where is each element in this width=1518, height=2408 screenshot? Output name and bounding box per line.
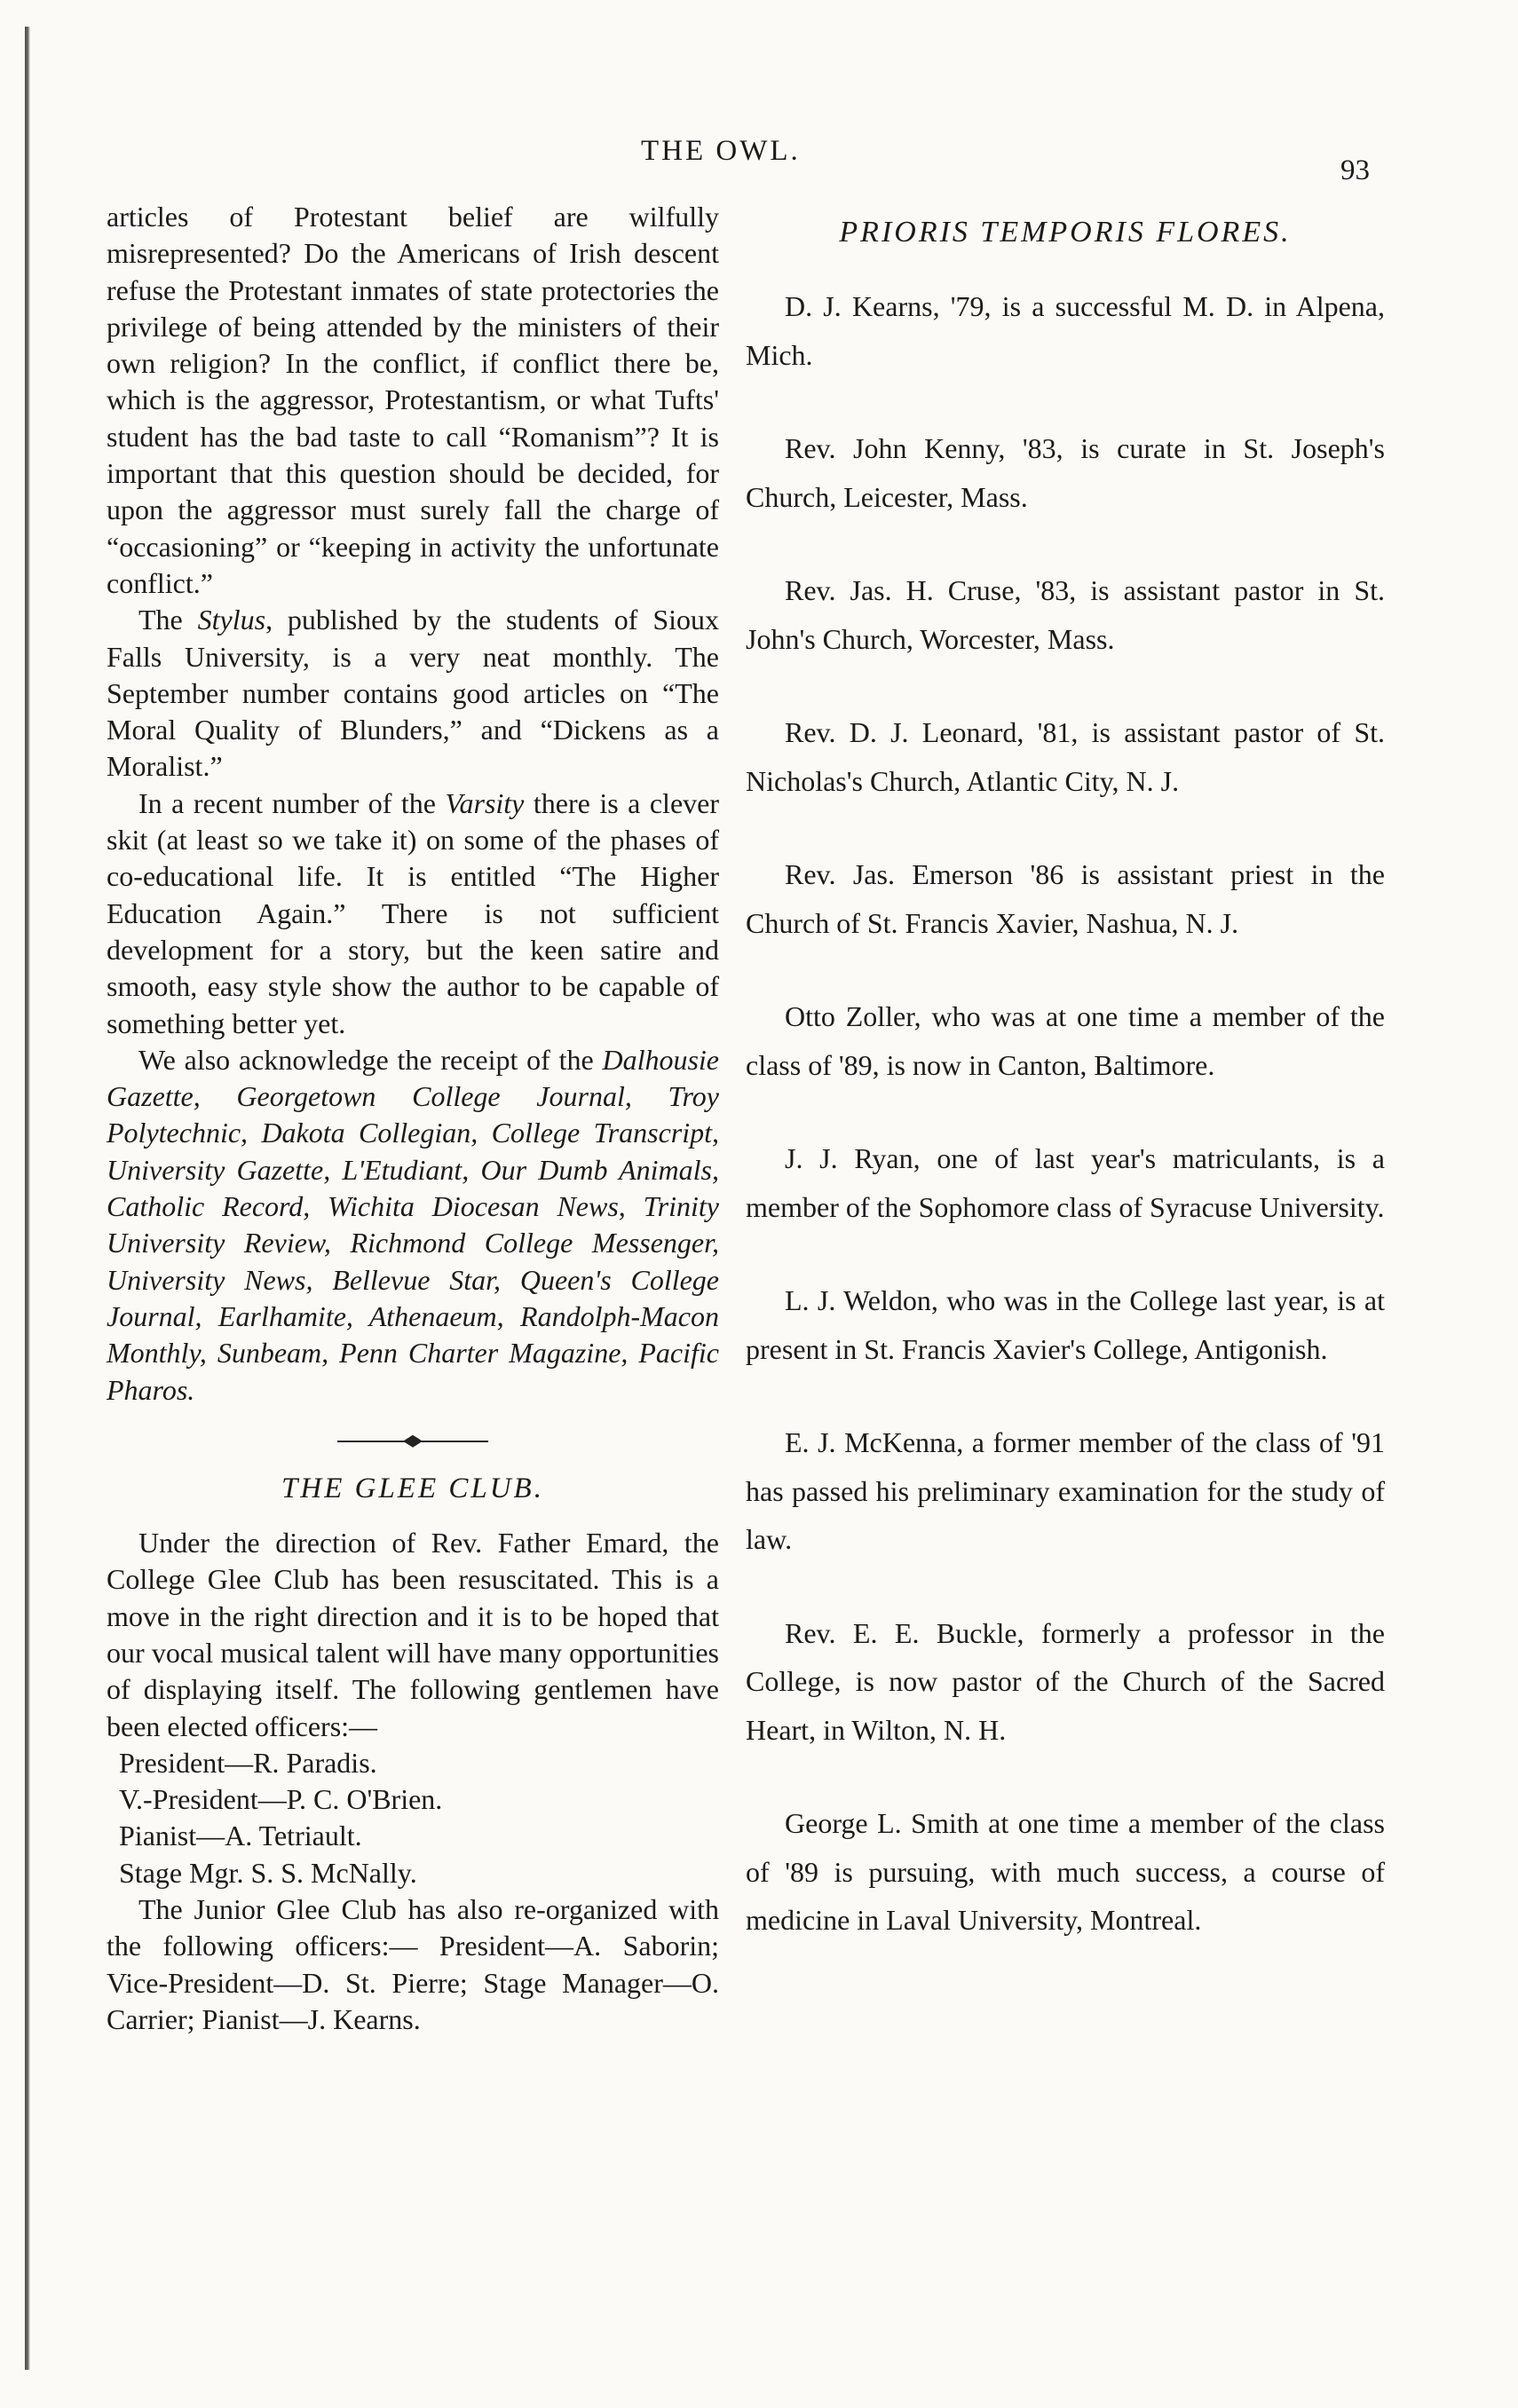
- left-column: [107, 199, 719, 2038]
- officer-line: Pianist—A. Tetriault.: [119, 1820, 362, 1852]
- alumni-note: D. J. Kearns, '79, is a successful M. D. in Alpena, Mich.: [746, 290, 1385, 371]
- officer-line: Stage Mgr. S. S. McNally.: [119, 1856, 417, 1889]
- alumni-note: J. J. Ryan, one of last year's matriculants, is a member of the Sophomore class of Syracuse University.: [746, 1142, 1385, 1223]
- alumni-note: Rev. John Kenny, '83, is curate in St. Joseph's Church, Leicester, Mass.: [746, 432, 1385, 513]
- page-binding-edge: [25, 27, 30, 2370]
- alumni-note: E. J. McKenna, a former member of the class of '91 has passed his preliminary examination for the study of law.: [746, 1426, 1385, 1555]
- protestant-paragraph: articles of Protestant belief are wilfully misrepresented? Do the Americans of Irish descent refuse the Protestant inmates of state protectories the privilege of being attended by the ministers of their own religion? In the conflict, if conflict there be, which is the aggressor, Protestantism, or what Tufts' student has the bad taste to call “Romanism”? It is important that this question should be decided, for upon the aggressor must surely fall the charge of “occasioning” or “keeping in activity the unfortunate conflict.”: [107, 201, 719, 599]
- acknowledgements-paragraph: [107, 1042, 719, 1409]
- alumni-note: L. J. Weldon, who was in the College last year, is at present in St. Francis Xavier's College, Antigonish.: [746, 1284, 1385, 1365]
- glee-club-paragraph: Under the direction of Rev. Father Emard, the College Glee Club has been resuscitated. This is a move in the right direction and it is to be hoped that our vocal musical talent will have many opportunities of displaying itself. The following gentlemen have been elected officers:—: [107, 1527, 719, 1742]
- text-run: In a recent number of the: [138, 786, 446, 819]
- alumni-note: Rev. D. J. Leonard, '81, is assistant pastor of St. Nicholas's Church, Atlantic City, N. J.: [746, 716, 1385, 797]
- alumni-note: Rev. E. E. Buckle, formerly a professor in the College, is now pastor of the Church of the Sacred Heart, in Wilton, N. H.: [746, 1616, 1385, 1746]
- alumni-note: George L. Smith at one time a member of the class of '89 is pursuing, with much success, a course of medicine in Laval University, Montreal.: [746, 1807, 1385, 1936]
- right-column: [746, 213, 1385, 1990]
- officer-line: V.-President—P. C. O'Brien.: [119, 1783, 443, 1816]
- exchange-list: Dalhousie Gazette, Georgetown College Journal, Troy Polytechnic, Dakota Collegian, College Transcript, University Gazette, L'Etudiant, Our Dumb Animals, Catholic Record, Wichita Diocesan News, Trinity University Review, Richmond College Messenger, University News, Bellevue Star, Queen's College Journal, Earlhamite, Athenaeum, Randolph-Macon Monthly, Sunbeam, Penn Charter Magazine, Pacific Pharos.: [107, 1043, 719, 1406]
- varsity-paragraph: [107, 786, 719, 1042]
- officer-line: President—R. Paradis.: [119, 1746, 377, 1779]
- glee-club-heading: THE GLEE CLUB.: [281, 1472, 544, 1504]
- text-run: We also acknowledge the receipt of the: [138, 1043, 603, 1076]
- alumni-note: Otto Zoller, who was at one time a member of the class of '89, is now in Canton, Baltimore.: [746, 1000, 1385, 1081]
- text-run: , published by the students of Sioux Falls University, is a very neat monthly. The September number contains good articles on “The Moral Quality of Blunders,” and “Dickens as a Moralist.”: [107, 604, 720, 783]
- page-number: 93: [1340, 154, 1370, 186]
- alumni-notes-heading: PRIORIS TEMPORIS FLORES.: [839, 216, 1292, 249]
- publication-title: Varsity: [445, 786, 525, 819]
- alumni-note: Rev. Jas. H. Cruse, '83, is assistant pastor in St. John's Church, Worcester, Mass.: [746, 574, 1385, 655]
- running-head: THE OWL.: [641, 135, 801, 167]
- publication-title: Stylus: [197, 604, 266, 636]
- text-run: The: [138, 604, 198, 636]
- page-header: [0, 135, 1518, 188]
- junior-glee-club-paragraph: The Junior Glee Club has also re-organized with the following officers:— President—A. Saborin; Vice-President—D. St. Pierre; Stage Manager—O. Carrier; Pianist—J. Kearns.: [107, 1893, 719, 2035]
- section-divider-ornament: [337, 1435, 488, 1448]
- text-run: there is a clever skit (at least so we take it) on some of the phases of co-educational life. It is entitled “The Higher Education Again.” There is not sufficient development for a story, but the keen satire and smooth, easy style show the author to be capable of something better yet.: [107, 786, 720, 1039]
- stylus-paragraph: [107, 602, 719, 785]
- alumni-note: Rev. Jas. Emerson '86 is assistant priest in the Church of St. Francis Xavier, Nashua, N. J.: [746, 858, 1385, 939]
